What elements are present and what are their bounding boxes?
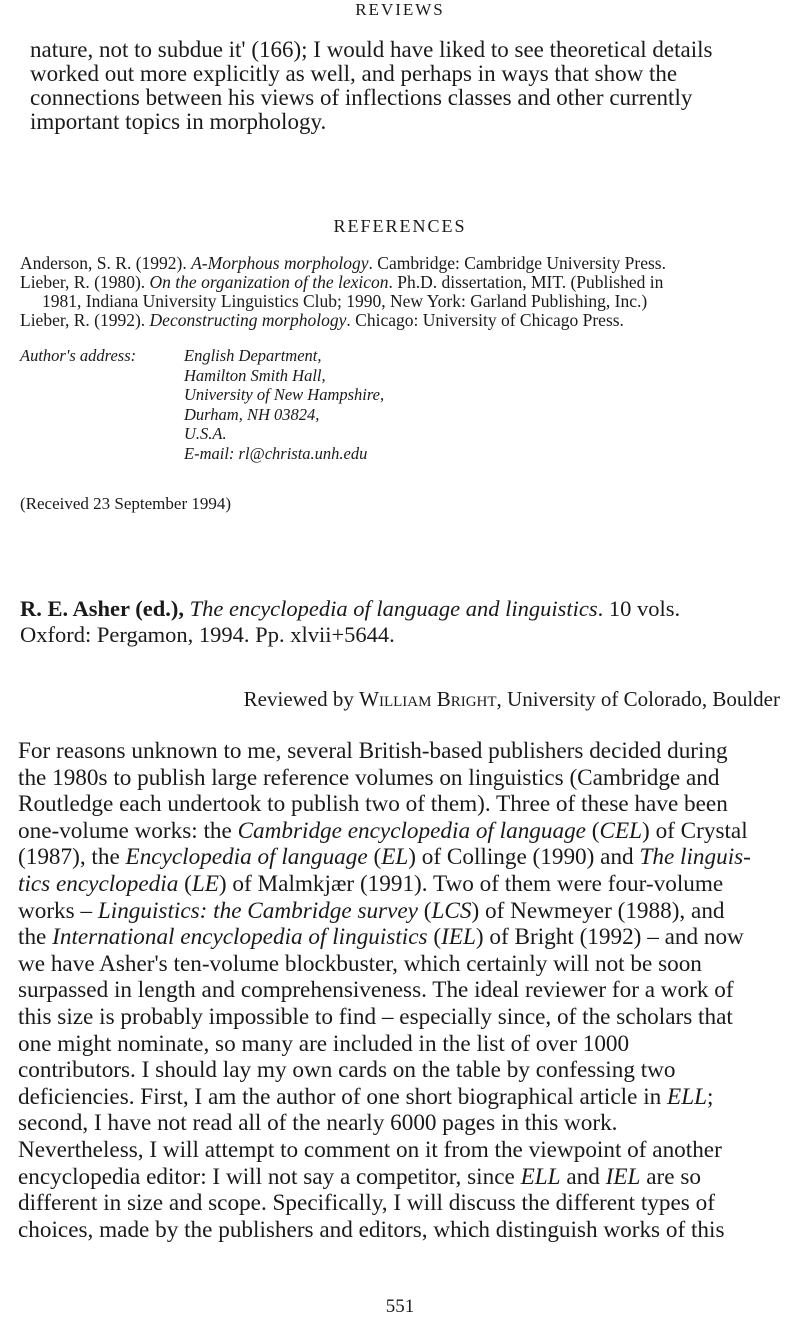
- body-text-run: Routledge each undertook to publish two of them). Three of these have been: [18, 791, 728, 818]
- body-italic-run: Encyclopedia of language: [125, 844, 368, 871]
- body-text-run: second, I have not read all of the nearly 6000 pages in this work.: [18, 1110, 618, 1137]
- body-text-run: ) of Malmkjær (1991). Two of them were four-volume: [218, 870, 724, 897]
- body-text-run: For reasons unknown to me, several British-based publishers decided during: [18, 738, 728, 764]
- body-text-run: (: [178, 870, 192, 897]
- reference-text: Lieber, R. (1992).: [20, 311, 150, 330]
- reference-text: Lieber, R. (1980).: [20, 273, 150, 292]
- reviewer-name: William Bright: [359, 687, 497, 711]
- body-text-run: one might nominate, so many are included in the list of over 1000: [18, 1030, 630, 1057]
- body-text-run: surpassed in length and comprehensiveness. The ideal reviewer for a work of: [18, 977, 734, 1004]
- address-line: Durham, NH 03824,: [184, 404, 320, 424]
- body-text-run: (: [367, 844, 382, 871]
- body-text-run: deficiencies. First, I am the author of one short biographical article in: [18, 1083, 668, 1110]
- book-volumes: . 10 vols.: [597, 596, 681, 621]
- body-line: [18, 1084, 800, 1111]
- reference-title: A-Morphous morphology: [191, 254, 369, 273]
- body-line: [18, 818, 800, 845]
- body-text-run: one-volume works: the: [18, 817, 238, 844]
- body-line: [18, 791, 800, 818]
- reviewer-affiliation: , University of Colorado, Boulder: [496, 687, 780, 711]
- continuation-line: important topics in morphology.: [30, 110, 327, 134]
- reference-title: Deconstructing morphology: [149, 311, 347, 330]
- body-text-run: this size is probably impossible to find – especially since, of the scholars that: [18, 1003, 733, 1030]
- body-text-run: ) of Newmeyer (1988), and: [471, 897, 725, 924]
- body-line: [18, 871, 800, 898]
- body-text-run: ) of Collinge (1990) and: [408, 844, 640, 871]
- reference-entry: [20, 292, 795, 311]
- body-italic-run: LCS: [431, 897, 472, 924]
- reference-list: [20, 254, 795, 330]
- address-line: University of New Hampshire,: [184, 385, 385, 404]
- body-line: [18, 898, 800, 925]
- body-line: [18, 977, 800, 1004]
- reference-text: . Ph.D. dissertation, MIT. (Published in: [388, 273, 664, 292]
- body-text-run: ) of Bright (1992) – and now: [475, 924, 744, 951]
- body-line: [18, 738, 800, 765]
- body-line: [18, 924, 800, 951]
- body-italic-run: Cambridge encyclopedia of language: [237, 817, 586, 844]
- body-italic-run: International encyclopedia of linguistics: [52, 924, 428, 951]
- continuation-paragraph: [30, 38, 800, 134]
- body-text-run: ;: [707, 1083, 714, 1110]
- body-line: [18, 951, 800, 978]
- author-address-lines: [184, 346, 384, 463]
- continuation-line: worked out more explicitly as well, and perhaps in ways that show the: [30, 62, 678, 86]
- body-text-run: are so: [640, 1163, 701, 1190]
- body-italic-run: EL: [381, 844, 409, 871]
- reference-text: . Cambridge: Cambridge University Press.: [368, 254, 666, 273]
- book-editor: R. E. Asher (ed.),: [20, 596, 184, 621]
- address-line: Hamilton Smith Hall,: [184, 365, 326, 385]
- body-text-run: contributors. I should lay my own cards on the table by confessing two: [18, 1057, 676, 1084]
- body-italic-run: The linguis-: [639, 844, 751, 871]
- body-line: [18, 1190, 800, 1217]
- body-italic-run: IEL: [441, 924, 476, 951]
- reference-title: On the organization of the lexicon: [149, 273, 389, 292]
- body-text-run: encyclopedia editor: I will not say a competitor, since: [18, 1163, 521, 1190]
- continuation-line: connections between his views of inflections classes and other currently: [30, 86, 693, 110]
- body-text-run: ) of Crystal: [642, 817, 748, 844]
- body-text-run: choices, made by the publishers and editors, which distinguish works of this: [18, 1216, 725, 1243]
- body-line: [18, 1057, 800, 1084]
- body-line: [18, 1110, 800, 1137]
- body-italic-run: ELL: [520, 1163, 561, 1190]
- book-publication: Oxford: Pergamon, 1994. Pp. xlvii+5644.: [20, 622, 395, 647]
- reference-text: Anderson, S. R. (1992).: [20, 254, 192, 273]
- body-line: [18, 1004, 800, 1031]
- body-line: [18, 1217, 800, 1244]
- reference-entry: [20, 311, 795, 330]
- body-line: [18, 765, 800, 792]
- body-text-run: (: [427, 924, 442, 951]
- address-line: U.S.A.: [184, 424, 227, 443]
- body-line: [18, 844, 800, 871]
- received-date: (Received 23 September 1994): [20, 494, 232, 513]
- body-text-run: (: [585, 817, 600, 844]
- body-text-run: Nevertheless, I will attempt to comment on it from the viewpoint of another: [18, 1136, 722, 1163]
- body-line: [18, 1164, 800, 1191]
- reference-text: . Chicago: University of Chicago Press.: [346, 311, 624, 330]
- body-text-run: we have Asher's ten-volume blockbuster, which certainly will not be soon: [18, 950, 702, 977]
- body-italic-run: LE: [191, 870, 219, 897]
- body-italic-run: Linguistics: the Cambridge survey: [97, 897, 418, 924]
- body-line: [18, 1031, 800, 1058]
- body-text-run: (1987), the: [18, 844, 126, 871]
- continuation-line: nature, not to subdue it' (166); I would have liked to see theoretical details: [30, 38, 713, 62]
- reference-text: 1981, Indiana University Linguistics Club; 1990, New York: Garland Publishing, Inc.): [42, 292, 648, 311]
- page-number: 551: [385, 1296, 415, 1317]
- body-text-run: (: [417, 897, 432, 924]
- address-line: E-mail: rl@christa.unh.edu: [184, 443, 368, 463]
- body-text-run: works –: [18, 897, 98, 924]
- running-head: REVIEWS: [355, 0, 445, 19]
- body-italic-run: tics encyclopedia: [18, 870, 179, 897]
- book-citation: [20, 596, 800, 648]
- reviewer-line: [0, 687, 780, 712]
- body-text-run: the: [18, 924, 53, 951]
- body-text-run: and: [560, 1163, 606, 1190]
- references-heading: REFERENCES: [333, 216, 467, 236]
- body-italic-run: ELL: [667, 1083, 708, 1110]
- author-address-label: Author's address:: [20, 346, 137, 365]
- body-text-run: the 1980s to publish large reference volumes on linguistics (Cambridge and: [18, 764, 720, 791]
- reference-entry: [20, 254, 795, 273]
- body-text-run: different in size and scope. Specifically, I will discuss the different types of: [18, 1190, 715, 1217]
- body-italic-run: IEL: [605, 1163, 641, 1190]
- reference-entry: [20, 273, 795, 292]
- book-title: The encyclopedia of language and linguistics: [189, 596, 598, 621]
- review-body: [18, 738, 800, 1243]
- body-italic-run: CEL: [599, 817, 643, 844]
- address-line: English Department,: [184, 346, 322, 365]
- reviewer-prefix: Reviewed by: [243, 687, 360, 711]
- body-line: [18, 1137, 800, 1164]
